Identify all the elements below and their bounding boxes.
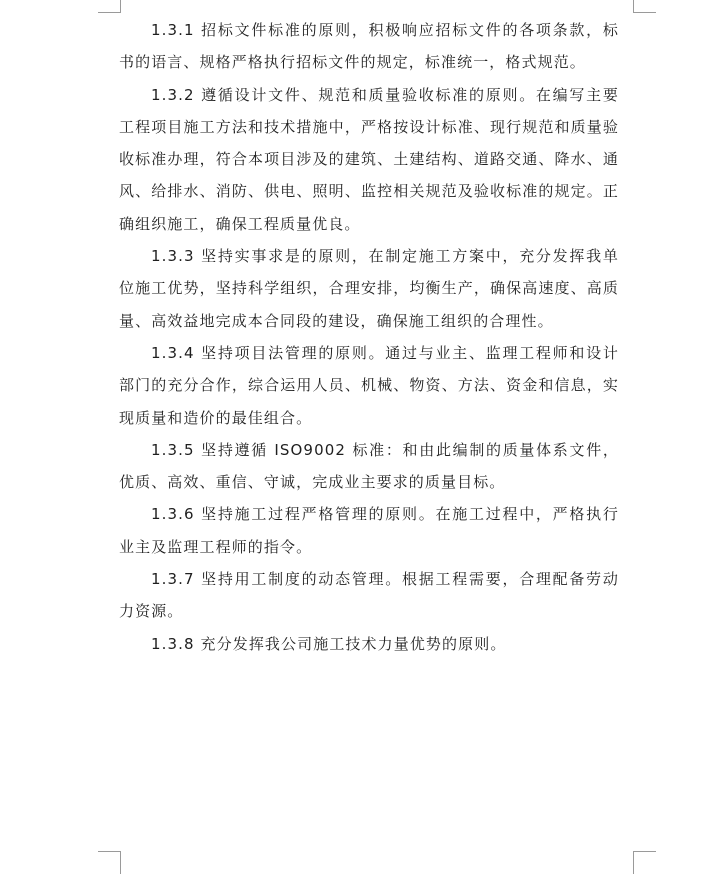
paragraph-1-3-8: 1.3.8 充分发挥我公司施工技术力量优势的原则。 <box>151 634 507 653</box>
corner-mark-bottom-left <box>98 851 121 874</box>
paragraph-1-3-3: 1.3.3 坚持实事求是的原则，在制定施工方案中，充分发挥我单位施工优势，坚持科学组织，合理安排，均衡生产，确保高速度、高质量、高效益地完成本合同段的建设，确保施工组织的合理性。 <box>119 247 619 330</box>
paragraph-1-3-5: 1.3.5 坚持遵循 ISO9002 标准：和由此编制的质量体系文件，优质、高效、重信、守诚，完成业主要求的质量目标。 <box>119 440 619 492</box>
corner-mark-bottom-right <box>633 851 656 874</box>
paragraph-1-3-2: 1.3.2 遵循设计文件、规范和质量验收标准的原则。在编写主要工程项目施工方法和技术措施中，严格按设计标准、现行规范和质量验收标准办理，符合本项目涉及的建筑、土建结构、道路交通、降水、通风、给排水、消防、供电、照明、监控相关规范及验收标准的规定。正确组织施工，确保工程质量优良。 <box>119 85 619 233</box>
paragraph-1-3-1: 1.3.1 招标文件标准的原则，积极响应招标文件的各项条款，标书的语言、规格严格执行招标文件的规定，标准统一，格式规范。 <box>119 21 619 72</box>
corner-mark-top-right <box>633 0 656 13</box>
corner-mark-top-left <box>98 0 121 13</box>
document-body <box>119 14 619 660</box>
paragraph-1-3-4: 1.3.4 坚持项目法管理的原则。通过与业主、监理工程师和设计部门的充分合作，综合运用人员、机械、物资、方法、资金和信息，实现质量和造价的最佳组合。 <box>119 343 619 427</box>
paragraph-1-3-7: 1.3.7 坚持用工制度的动态管理。根据工程需要，合理配备劳动力资源。 <box>119 570 619 621</box>
paragraph-1-3-6: 1.3.6 坚持施工过程严格管理的原则。在施工过程中，严格执行业主及监理工程师的指令。 <box>119 505 619 556</box>
